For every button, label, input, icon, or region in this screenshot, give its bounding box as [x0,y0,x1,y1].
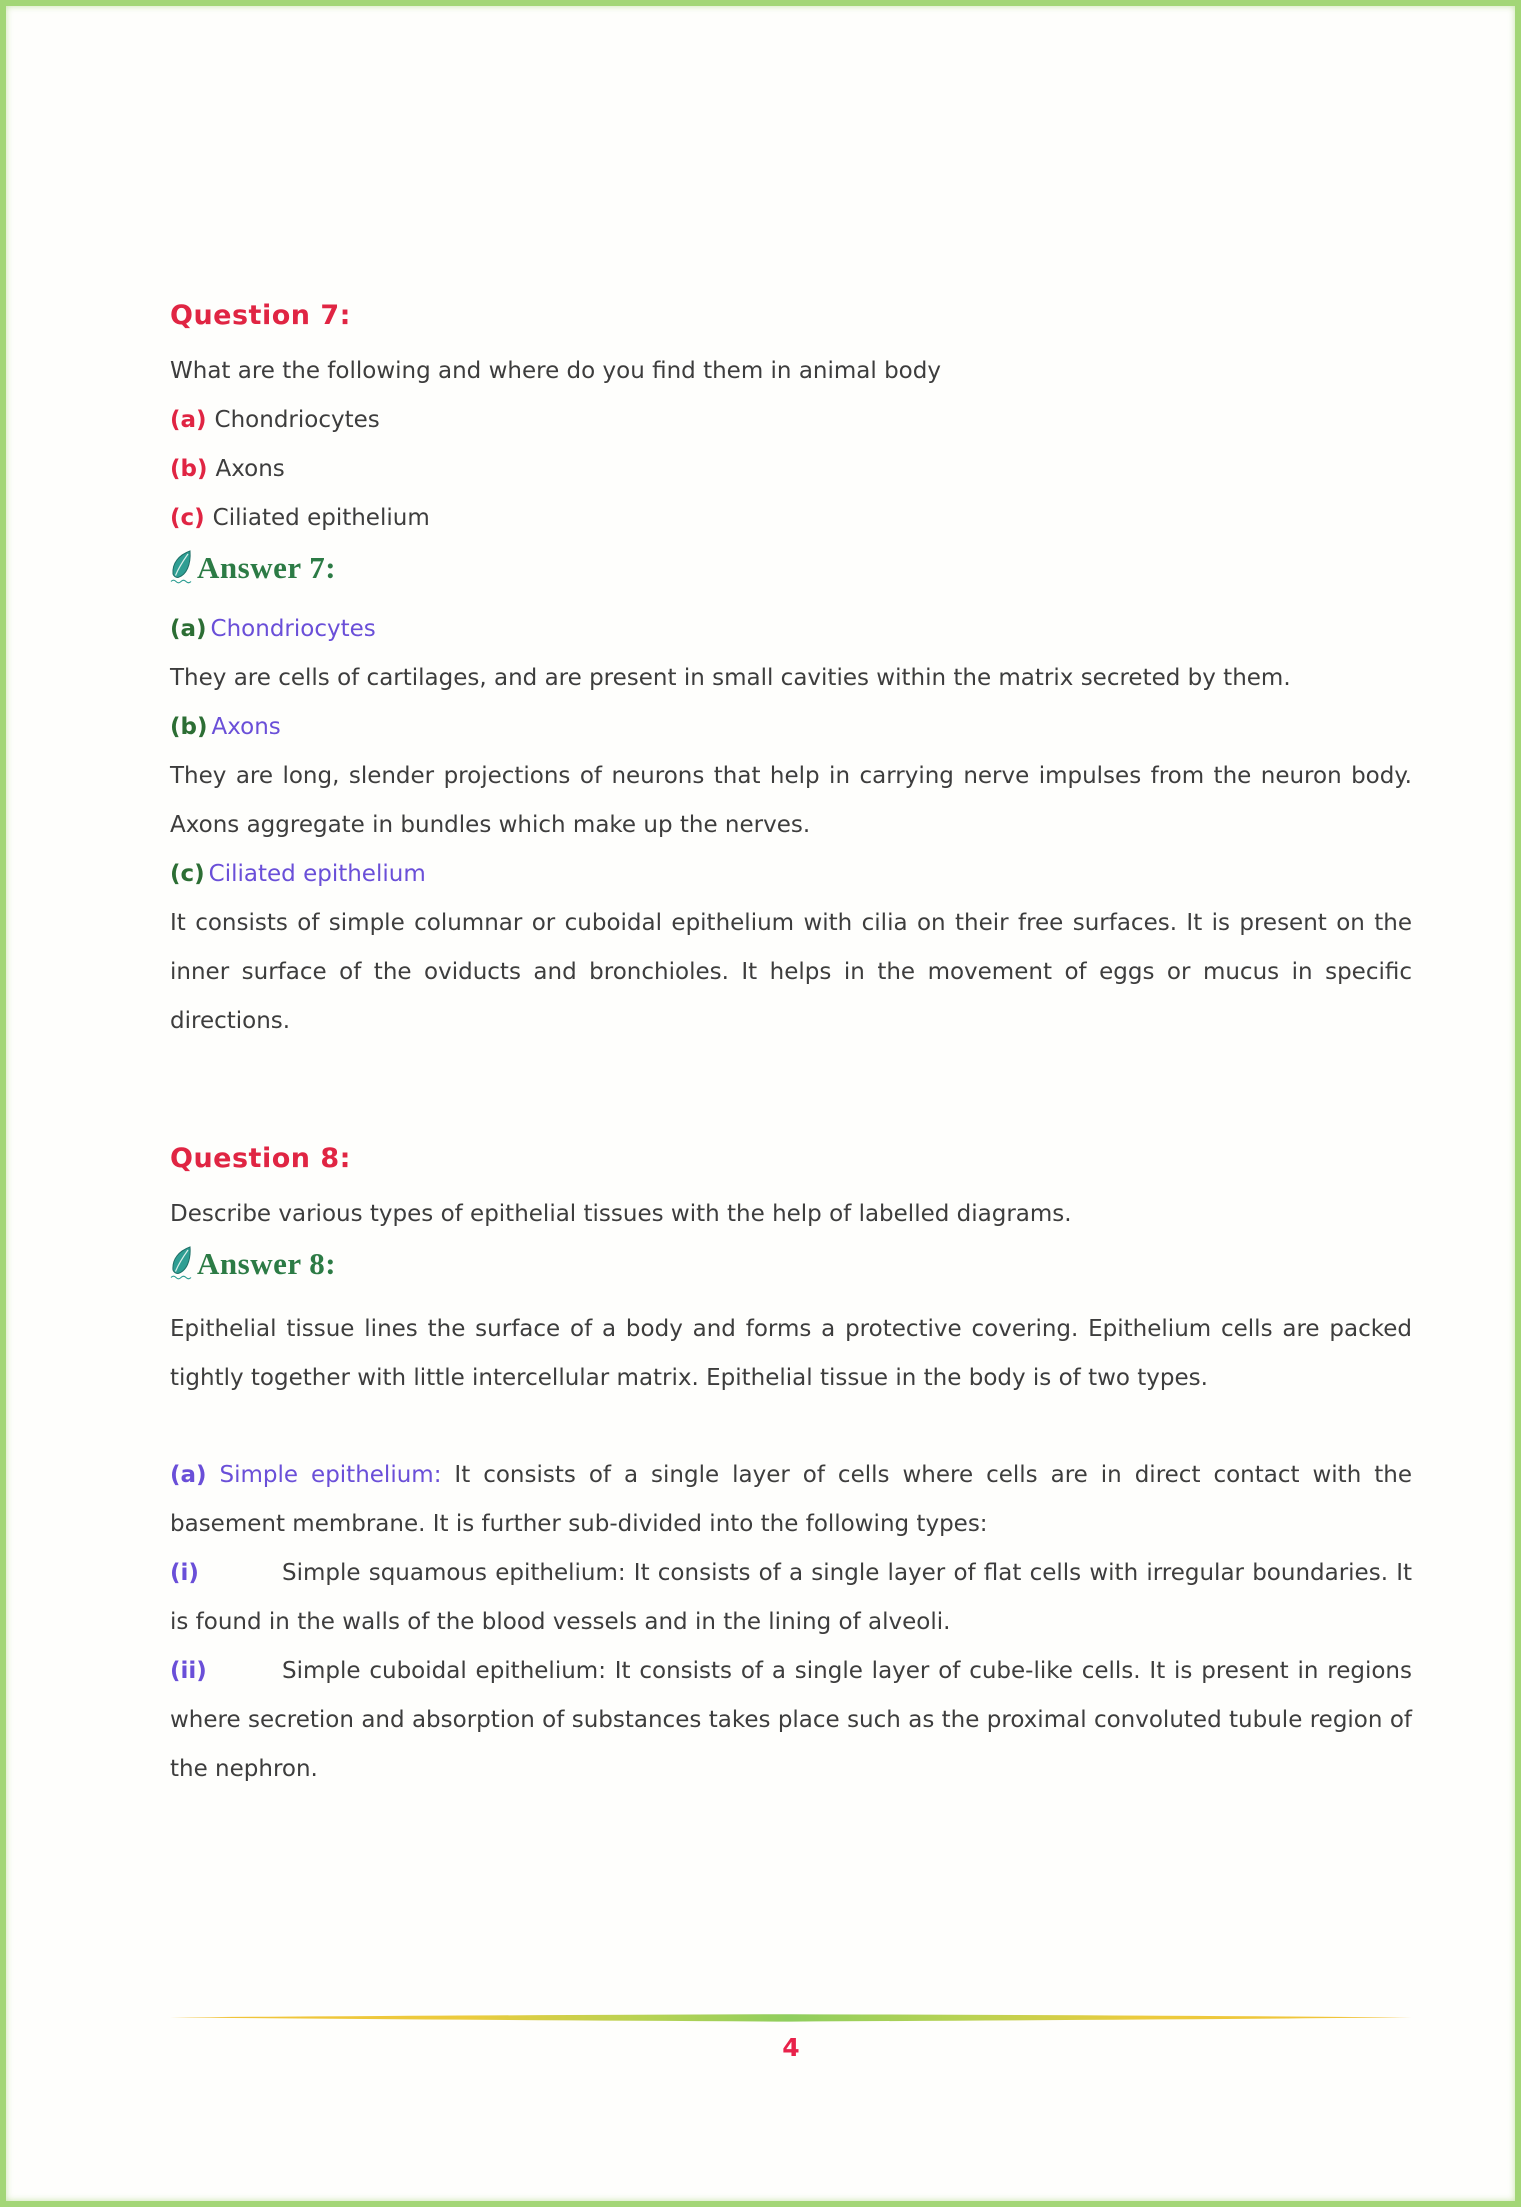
answer7-part-b-label: (b) [170,714,208,740]
answer8-sub-ii [170,1647,1412,1794]
leaf-logo-icon [170,550,196,605]
answer8-heading: Answer 8: [197,1246,337,1281]
answer8-intro: Epithelial tissue lines the surface of a body and forms a protective covering. Epithelium cells are packed tightly together with little intercellular matrix. Epithelial tissue in the body is of two types. [170,1316,1412,1391]
answer7-part-c-label: (c) [170,861,205,887]
q7-item-b [170,445,1412,494]
q7-item-a [170,396,1412,445]
q7-item-c [170,494,1412,543]
answer7-part-c-title-line [170,850,1412,899]
page-footer [170,2013,1412,2062]
answer8-sub-ii-text: Simple cuboidal epithelium: It consists of a single layer of cube-like cells. It is present in regions where secretion and absorption of substances takes place such as the proximal convoluted tubule region of the nephron. [170,1658,1412,1782]
answer7-part-a-title-line [170,605,1412,654]
answer8-sub-i-label: (i) [170,1560,199,1586]
answer7-part-c-term: Ciliated epithelium [208,861,426,887]
answer8-sub-i [170,1549,1412,1647]
answer8-heading-row [170,1239,1412,1301]
answer7-part-a-term: Chondriocytes [210,616,376,642]
answer7-heading: Answer 7: [197,550,337,585]
answer8-point-a-label: (a) [170,1462,207,1488]
q7-item-a-text: Chondriocytes [214,407,380,433]
answer8-sub-i-text: Simple squamous epithelium: It consists of a single layer of flat cells with irregular boundaries. It is found in the walls of the blood vessels and in the lining of alveoli. [170,1560,1412,1635]
answer8-point-a-text: It consists of a single layer of cells where cells are in direct contact with the basement membrane. It is further sub-divided into the following types: [170,1462,1412,1537]
q8-question [170,1190,1412,1239]
answer7-heading-row [170,543,1412,605]
answer8-point-a-term: Simple epithelium: [219,1462,442,1488]
answer7-part-a-label: (a) [170,616,207,642]
q7-item-c-label: (c) [170,505,205,531]
q7-question-text: What are the following and where do you find them in animal body [170,358,941,384]
q7-item-b-label: (b) [170,456,208,482]
answer7-part-b-title-line [170,703,1412,752]
answer8-point-a [170,1451,1412,1549]
page-content [6,6,1515,2062]
answer8-sub-ii-label: (ii) [170,1658,207,1684]
footer-divider [170,2013,1412,2023]
q7-item-c-text: Ciliated epithelium [212,505,430,531]
q7-heading: Question 7: [170,300,351,331]
leaf-logo-icon [170,1246,196,1301]
answer7-part-c-body: It consists of simple columnar or cuboidal epithelium with cilia on their free surfaces. It is present on the inner surface of the oviducts and bronchioles. It helps in the movement of eggs or mucus in specific directions. [170,910,1412,1034]
answer7-part-b-body: They are long, slender projections of neurons that help in carrying nerve impulses from the neuron body. Axons aggregate in bundles which make up the nerves. [170,763,1412,838]
answer7-part-b-term: Axons [211,714,281,740]
q8-question-text: Describe various types of epithelial tissues with the help of labelled diagrams. [170,1201,1072,1227]
q7-item-a-label: (a) [170,407,207,433]
page-number: 4 [782,2033,800,2062]
answer7-part-a-body: They are cells of cartilages, and are present in small cavities within the matrix secreted by them. [170,665,1291,691]
q7-question [170,347,1412,396]
q7-item-b-text: Axons [215,456,285,482]
q8-heading: Question 8: [170,1143,351,1174]
